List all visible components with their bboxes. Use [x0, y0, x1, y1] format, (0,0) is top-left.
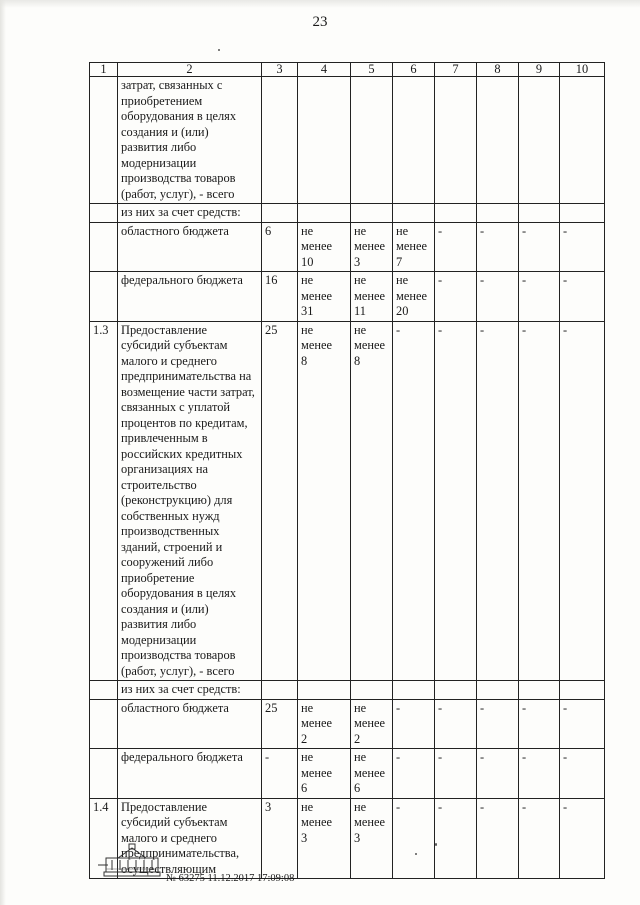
period-value-cell: не менее 2: [351, 699, 393, 749]
period-value-cell: -: [560, 272, 605, 322]
period-value-cell: [435, 681, 477, 700]
period-value-cell: -: [477, 272, 519, 322]
period-value-cell: -: [477, 222, 519, 272]
period-value-cell: не менее 10: [298, 222, 351, 272]
value-cell: 6: [262, 222, 298, 272]
period-value-cell: [519, 681, 560, 700]
period-value-cell: -: [519, 749, 560, 799]
period-value-cell: не менее 11: [351, 272, 393, 322]
period-value-cell: -: [477, 699, 519, 749]
column-number: 6: [393, 63, 435, 77]
period-value-cell: [351, 204, 393, 223]
table-row: [90, 699, 605, 749]
period-value-cell: [519, 204, 560, 223]
period-value-cell: [298, 77, 351, 204]
period-value-cell: [519, 77, 560, 204]
column-number: 3: [262, 63, 298, 77]
column-number-row: [90, 63, 605, 77]
table-row: [90, 749, 605, 799]
period-value-cell: не менее 6: [298, 749, 351, 799]
period-value-cell: [477, 77, 519, 204]
period-value-cell: не менее 31: [298, 272, 351, 322]
value-cell: [262, 204, 298, 223]
column-number: 4: [298, 63, 351, 77]
indicator-name-cell: областного бюджета: [118, 222, 262, 272]
period-value-cell: -: [519, 798, 560, 879]
building-emblem-icon: [96, 842, 336, 898]
period-value-cell: [435, 77, 477, 204]
indicator-name-cell: Предоставление субсидий субъектам малого и среднего предпринимательства на возмещение части затрат, связанных с уплатой процентов по кредитам, привлеченным в российских кредитных организациях на строительство (реконструкцию) для собственных нужд производственных зданий, строений и сооружений либо приобретение оборудования в целях создания и (или) развития либо модернизации производства товаров (работ, услуг), - всего: [118, 321, 262, 681]
value-cell: -: [262, 749, 298, 799]
period-value-cell: -: [477, 798, 519, 879]
scan-edge-top: [0, 0, 640, 8]
period-value-cell: не менее 3: [351, 798, 393, 879]
period-value-cell: -: [393, 699, 435, 749]
scan-speck: [218, 49, 220, 51]
period-value-cell: -: [477, 749, 519, 799]
period-value-cell: [393, 681, 435, 700]
period-value-cell: -: [393, 749, 435, 799]
column-number: 10: [560, 63, 605, 77]
period-value-cell: не менее 8: [298, 321, 351, 681]
period-value-cell: -: [560, 798, 605, 879]
period-value-cell: -: [519, 321, 560, 681]
period-value-cell: -: [435, 321, 477, 681]
table-row: [90, 77, 605, 204]
period-value-cell: не менее 20: [393, 272, 435, 322]
period-value-cell: -: [393, 798, 435, 879]
indicator-name-cell: Предоставление субсидий субъектам малого и среднего предпринимательства, осуществляющим: [118, 798, 262, 879]
period-value-cell: [393, 77, 435, 204]
period-value-cell: [560, 204, 605, 223]
period-value-cell: [298, 681, 351, 700]
value-cell: 25: [262, 699, 298, 749]
column-number: 8: [477, 63, 519, 77]
indicator-name-cell: областного бюджета: [118, 699, 262, 749]
period-value-cell: -: [519, 272, 560, 322]
period-value-cell: -: [560, 749, 605, 799]
period-value-cell: [477, 204, 519, 223]
period-value-cell: -: [519, 699, 560, 749]
period-value-cell: [393, 204, 435, 223]
indicator-name-cell: затрат, связанных с приобретением оборудования в целях создания и (или) развития либо модернизации производства товаров (работ, услуг), - всего: [118, 77, 262, 204]
item-number-cell: 1.3: [90, 321, 118, 681]
value-cell: [262, 77, 298, 204]
column-number: 5: [351, 63, 393, 77]
item-number-cell: [90, 681, 118, 700]
period-value-cell: [477, 681, 519, 700]
table-row: [90, 272, 605, 322]
column-number: 2: [118, 63, 262, 77]
item-number-cell: [90, 272, 118, 322]
period-value-cell: -: [435, 798, 477, 879]
item-number-cell: [90, 699, 118, 749]
period-value-cell: [560, 681, 605, 700]
period-value-cell: не менее 3: [351, 222, 393, 272]
period-value-cell: не менее 6: [351, 749, 393, 799]
table-row: [90, 681, 605, 700]
value-cell: 25: [262, 321, 298, 681]
period-value-cell: -: [435, 749, 477, 799]
period-value-cell: [298, 204, 351, 223]
item-number-cell: [90, 222, 118, 272]
period-value-cell: -: [519, 222, 560, 272]
indicators-table: [89, 62, 605, 879]
column-number: 9: [519, 63, 560, 77]
indicator-name-cell: из них за счет средств:: [118, 681, 262, 700]
period-value-cell: не менее 2: [298, 699, 351, 749]
period-value-cell: -: [393, 321, 435, 681]
item-number-cell: [90, 77, 118, 204]
period-value-cell: [351, 77, 393, 204]
page-number: 23: [312, 14, 328, 30]
table-row: [90, 321, 605, 681]
table-row: [90, 222, 605, 272]
emblem-stamp: [96, 842, 336, 898]
value-cell: [262, 681, 298, 700]
period-value-cell: [351, 681, 393, 700]
period-value-cell: [435, 204, 477, 223]
column-number: 1: [90, 63, 118, 77]
period-value-cell: -: [435, 222, 477, 272]
period-value-cell: -: [435, 699, 477, 749]
period-value-cell: не менее 8: [351, 321, 393, 681]
period-value-cell: -: [477, 321, 519, 681]
indicator-name-cell: федерального бюджета: [118, 749, 262, 799]
value-cell: 16: [262, 272, 298, 322]
indicator-name-cell: из них за счет средств:: [118, 204, 262, 223]
period-value-cell: -: [560, 222, 605, 272]
indicator-name-cell: федерального бюджета: [118, 272, 262, 322]
period-value-cell: не менее 3: [298, 798, 351, 879]
scan-edge-left: [0, 0, 6, 905]
period-value-cell: не менее 7: [393, 222, 435, 272]
period-value-cell: -: [560, 699, 605, 749]
item-number-cell: 1.4: [90, 798, 118, 879]
item-number-cell: [90, 749, 118, 799]
stamp-registration: № 63275 11.12.2017 17:09:08: [166, 873, 295, 884]
value-cell: 3: [262, 798, 298, 879]
item-number-cell: [90, 204, 118, 223]
period-value-cell: -: [435, 272, 477, 322]
table-row: [90, 204, 605, 223]
column-number: 7: [435, 63, 477, 77]
period-value-cell: -: [560, 321, 605, 681]
period-value-cell: [560, 77, 605, 204]
